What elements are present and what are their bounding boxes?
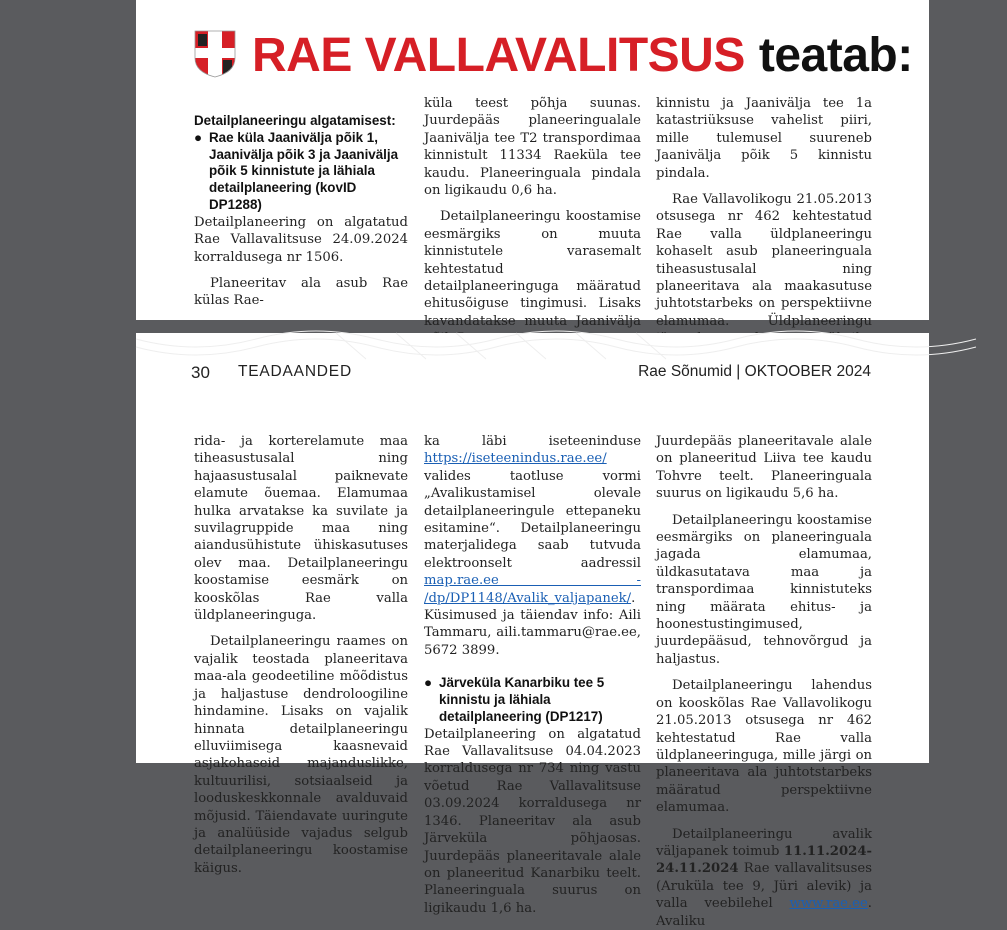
issue-label: Rae Sõnumid | OKTOOBER 2024 <box>638 363 871 380</box>
decorative-pattern <box>136 333 929 359</box>
text-run: valides taotluse vormi „Avalikustamisel olevale detailplaneeringule ettepaneku esitamine“. Detailplaneeringu materjalidega saab tutvuda elektroonselt aadressil <box>424 468 641 571</box>
paragraph: Detailplaneeringu koostamise eesmärgiks on muuta kinnistutele varasemalt kehtestatud detailplaneeringuga määratud ehitusõiguse tingimusi. Lisaks kavandatakse muuta Jaanivälja <box>424 209 641 329</box>
bullet-dot-icon: ● <box>424 675 433 691</box>
document-page-top <box>136 0 929 329</box>
map-link[interactable]: map.rae.ee - /dp/DP1148/Avalik_valjapanek/ <box>424 573 641 606</box>
text-run: ka läbi iseteeninduse <box>424 434 641 449</box>
paragraph: küla teest põhja suunas. Juurdepääs planeeringualale Jaanivälja tee T2 transpordimaa kinnistult 11334 Raeküla tee kaudu. Planeeringuala pindala on ligikaudu 0,6 ha. <box>424 96 641 199</box>
paragraph: rida- ja korterelamute maa tiheasustusalal ning hajaasustusalal paiknevate elamute õuemaa. Elamumaa hulka arvatakse ka suvilate ja suvilagruppide maa ning aiandusühistute ühiskasutuses olev maa. Detailplaneeringu koostamise eesmärk on kooskõlas Rae valla üldplaneeringuga. <box>194 434 408 624</box>
bullet-text: Järveküla Kanarbiku tee 5 kinnistu ja lähiala detailplaneering (DP1217) <box>439 675 605 724</box>
page1-column-3 <box>656 95 872 365</box>
headline-red: RAE VALLAVALITSUS <box>252 29 745 82</box>
section-title: TEADAANDED <box>238 363 352 380</box>
paragraph <box>656 826 872 930</box>
text-run: Detailplaneeringu avalik väljapanek toimub <box>656 826 872 859</box>
paragraph: Detailplaneeringu lahendus on kooskõlas Rae Vallavolikogu 21.05.2013 otsusega nr 462 kehtestatud Rae valla üldplaneeringuga, mille järgi on planeeritava ala juhtotstarbeks määratud perspektiivne elamumaa. <box>656 678 872 816</box>
headline <box>252 28 913 84</box>
bullet-text: Rae küla Jaanivälja põik 1, Jaanivälja põik 3 ja Jaanivälja põik 5 kinnistute ja lähiala detailplaneering (kovID DP1288) <box>209 129 399 212</box>
paragraph: Detailplaneeringu koostamise eesmärgiks on planeeringuala jagada elamumaa, üldkasutatava maa ja transpordimaa kinnistuteks ning määrata ehitus- ja hoonestustingimused, juurdepääsud, tehnovõrgud ja haljastus. <box>656 512 872 667</box>
paragraph: kinnistu ja Jaanivälja tee 1a katastriüksuse vahelist piiri, mille tulemusel suureneb Jaanivälja põik 5 kinnistu pindala. <box>656 96 872 181</box>
text-run: Rae vallavalitsuses (Aruküla tee 9, Jüri alevik) ja valla veebilehel <box>656 861 872 912</box>
paragraph: Detailplaneering on algatatud Rae Vallavalitsuse 24.09.2024 korraldusega nr 1506. <box>194 214 408 265</box>
paragraph: Rae Vallavolikogu 21.05.2013 otsusega nr 462 kehtestatud Rae valla üldplaneeringu kohaselt asub planeeringuala tiheasustusalal ning planeeritava ala maakasutuse juhtotstarbeks on perspektiivne elamumaa. Üldplaneeringu <box>656 192 872 329</box>
paragraph: Juurdepääs planeeritavale alale on planeeritud Liiva tee kaudu Tohvre teelt. Planeeringuala suurus on ligikaudu 5,6 ha. <box>656 434 872 502</box>
page2-column-1 <box>194 433 408 877</box>
rae-website-link[interactable]: www.rae.ee <box>789 896 868 912</box>
paragraph <box>424 433 641 659</box>
bullet-item <box>424 675 641 725</box>
paragraph: Detailplaneering on algatatud Rae Vallavalitsuse 04.04.2023 korraldusega nr 734 ning vastu võetud Rae Vallavalitsuse 03.09.2024 korraldusega nr 1346. Planeeritav ala asub Järveküla põhjaosas. Juurdepääs planeeritavale alale on planeeritud Kanarbiku teelt. Planeeringuala suurus on ligikaudu 1,6 ha. <box>424 726 641 916</box>
text-run: . Küsimused ja täiendav info: Aili Tammaru, aili.tammaru@rae.ee, 5672 3899. <box>424 590 641 658</box>
page-number: 30 <box>191 363 210 382</box>
page2-column-3 <box>656 433 872 930</box>
document-page-30 <box>136 333 929 929</box>
date-range: 11.11.2024-24.11.2024 <box>656 843 872 877</box>
rae-coat-of-arms-icon <box>194 30 236 78</box>
headline-black: teatab: <box>758 29 913 82</box>
paragraph: Detailplaneeringu raames on vajalik teostada planeeritava maa-ala geodeetiline mõõdistus ja haljastuse dendroloogiline hindamine. Lisaks on vajalik hinnata detailplaneeringu elluviimisega kaasnevaid asjakohaseid majanduslikke, kultuurilisi, sotsiaalseid ja looduskeskkonnale avalduvaid mõjusid. Täiendavate uuringute ja analüüside vajadus selgub detailplaneeringu koostamise käigus. <box>194 634 408 876</box>
paragraph: Planeeritav ala asub Rae külas Rae- <box>194 276 408 309</box>
page1-column-1 <box>194 113 408 310</box>
page1-column-2 <box>424 95 641 348</box>
bullet-item <box>194 130 408 214</box>
text-run: . Avaliku <box>656 896 872 929</box>
bullet-dot-icon: ● <box>194 129 203 145</box>
subhead-initiation: Detailplaneeringu algatamisest: <box>194 113 396 128</box>
page2-column-2 <box>424 433 641 917</box>
iseteenindus-link[interactable]: https://iseteenindus.rae.ee/ <box>424 451 607 467</box>
